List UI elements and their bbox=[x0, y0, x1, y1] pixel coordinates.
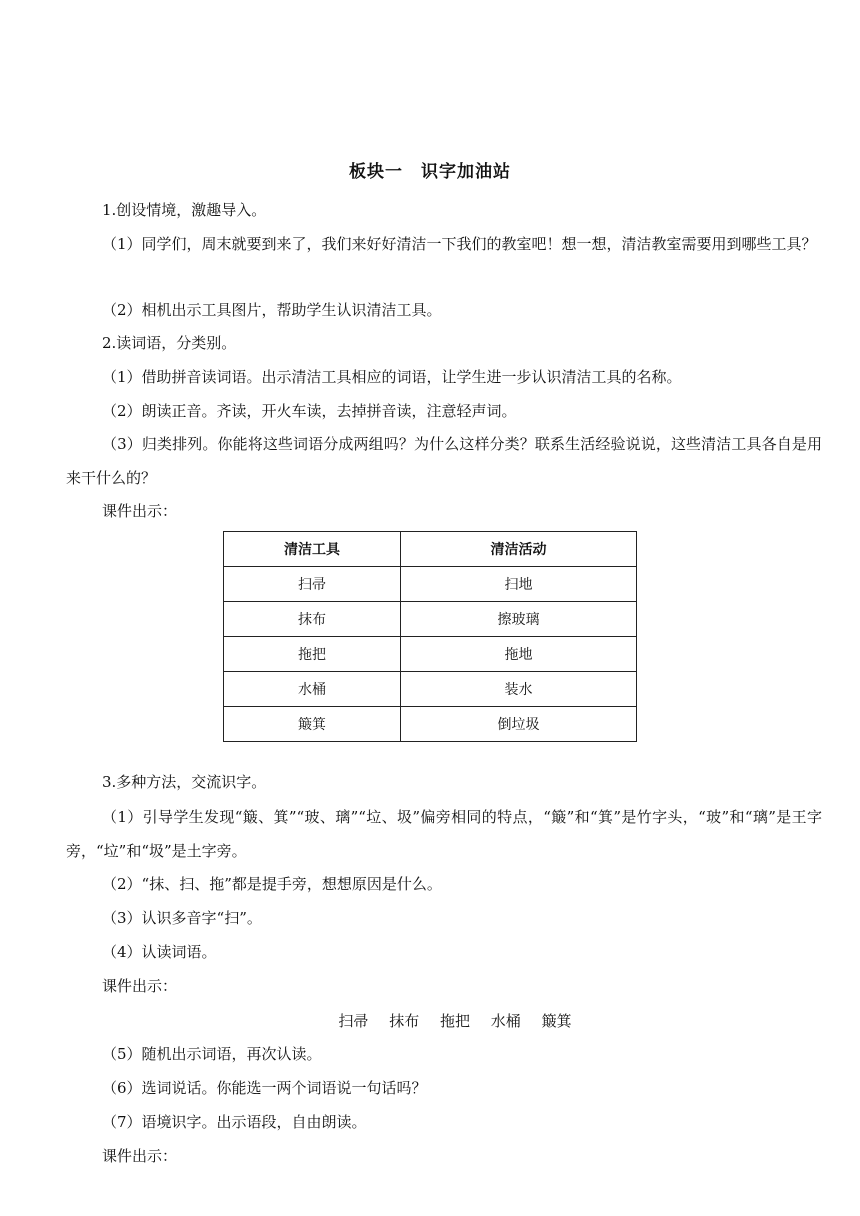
step-1-item-1: （1）同学们，周末就要到来了，我们来好好清洁一下我们的教室吧！想一想，清洁教室需要用到哪些工具？ bbox=[102, 235, 817, 253]
word-item: 拖把 bbox=[439, 1012, 470, 1030]
word-item: 抹布 bbox=[389, 1012, 420, 1030]
table-cell-tool: 簸箕 bbox=[224, 707, 401, 742]
step-2-heading: 2.读词语，分类别。 bbox=[102, 334, 237, 352]
table-row bbox=[224, 602, 637, 637]
table-cell-activity: 扫地 bbox=[401, 567, 637, 602]
courseware-label: 课件出示： bbox=[102, 1147, 178, 1165]
table-cell-tool: 水桶 bbox=[224, 672, 401, 707]
table-cell-activity: 擦玻璃 bbox=[401, 602, 637, 637]
step-1-heading: 1.创设情境，激趣导入。 bbox=[102, 201, 267, 219]
table-row bbox=[224, 707, 637, 742]
word-item: 水桶 bbox=[490, 1012, 521, 1030]
word-table bbox=[223, 531, 637, 742]
step-3-item-5: （5）随机出示词语，再次认读。 bbox=[102, 1045, 322, 1063]
table-row bbox=[224, 637, 637, 672]
step-3-item-3: （3）认识多音字“扫”。 bbox=[102, 909, 262, 927]
table-row bbox=[224, 567, 637, 602]
table-header-activities: 清洁活动 bbox=[401, 532, 637, 567]
table-cell-tool: 拖把 bbox=[224, 637, 401, 672]
table-cell-activity: 拖地 bbox=[401, 637, 637, 672]
step-3-item-1: （1）引导学生发现“簸、箕”“玻、璃”“垃、圾”偏旁相同的特点，“簸”和“箕”是竹字头，“玻”和“璃”是王字旁，“垃”和“圾”是土字旁。 bbox=[66, 808, 822, 860]
step-2-item-2: （2）朗读正音。齐读，开火车读，去掉拼音读，注意轻声词。 bbox=[102, 402, 517, 420]
word-list bbox=[0, 1006, 860, 1036]
word-item: 簸箕 bbox=[541, 1012, 572, 1030]
word-item: 扫帚 bbox=[338, 1012, 369, 1030]
step-3-item-2: （2）“抹、扫、拖”都是提手旁，想想原因是什么。 bbox=[102, 875, 442, 893]
table-cell-activity: 倒垃圾 bbox=[401, 707, 637, 742]
table-cell-tool: 扫帚 bbox=[224, 567, 401, 602]
table-header-row bbox=[224, 532, 637, 567]
table-cell-activity: 装水 bbox=[401, 672, 637, 707]
courseware-label: 课件出示： bbox=[102, 502, 178, 520]
table-header-tools: 清洁工具 bbox=[224, 532, 401, 567]
table-cell-tool: 抹布 bbox=[224, 602, 401, 637]
table-row bbox=[224, 672, 637, 707]
step-2-item-1: （1）借助拼音读词语。出示清洁工具相应的词语，让学生进一步认识清洁工具的名称。 bbox=[102, 368, 682, 386]
step-3-heading: 3.多种方法，交流识字。 bbox=[102, 773, 267, 791]
section-title: 板块一 识字加油站 bbox=[349, 162, 511, 182]
courseware-label: 课件出示： bbox=[102, 977, 178, 995]
step-1-item-2: （2）相机出示工具图片，帮助学生认识清洁工具。 bbox=[102, 301, 442, 319]
step-3-item-4: （4）认读词语。 bbox=[102, 943, 217, 961]
step-2-item-3: （3）归类排列。你能将这些词语分成两组吗？为什么这样分类？联系生活经验说说，这些清洁工具各自是用来干什么的？ bbox=[66, 435, 822, 487]
step-3-item-7: （7）语境识字。出示语段，自由朗读。 bbox=[102, 1113, 367, 1131]
step-3-item-6: （6）选词说话。你能选一两个词语说一句话吗？ bbox=[102, 1079, 427, 1097]
